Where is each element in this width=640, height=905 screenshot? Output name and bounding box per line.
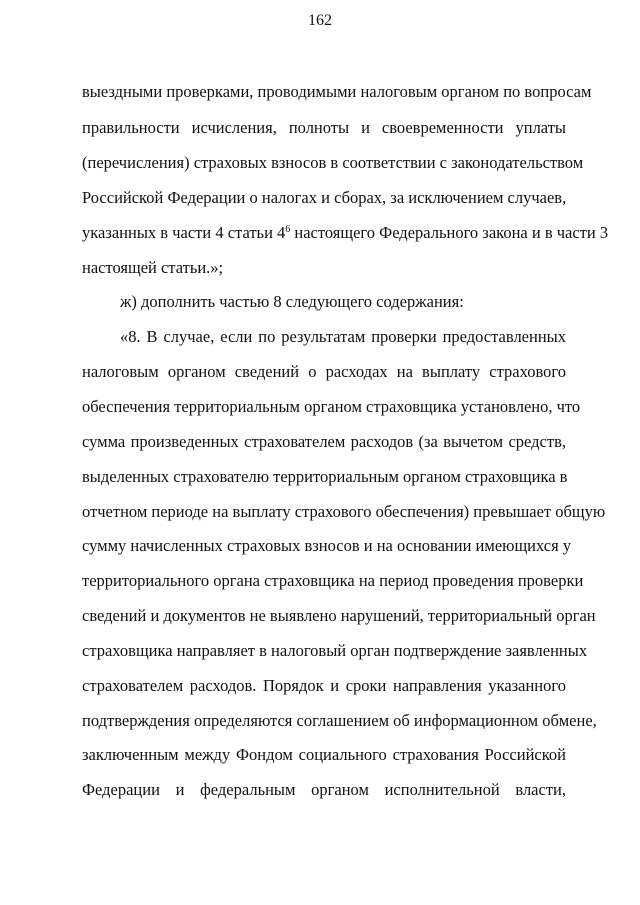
page-number: 162 [308, 12, 332, 29]
text-line: правильности исчисления, полноты и своевременности уплаты [82, 118, 566, 137]
text-line: сумму начисленных страховых взносов и на основании имеющихся у [82, 536, 572, 555]
text-line: ж) дополнить частью 8 следующего содержания: [120, 292, 464, 311]
text-line: территориального органа страховщика на период проведения проверки [82, 571, 584, 590]
text-line: страховщика направляет в налоговый орган подтверждение заявленных [82, 641, 588, 660]
text-line: заключенным между Фондом социального страхования Российской [82, 745, 566, 764]
text-line: «8. В случае, если по результатам проверки предоставленных [120, 327, 566, 346]
text-line [82, 223, 609, 243]
text-fragment: указанных в части 4 статьи 4 [82, 223, 286, 242]
text-line: сведений и документов не выявлено нарушений, территориальный орган [82, 606, 596, 625]
text-line: Федерации и федеральным органом исполнительной власти, [82, 780, 566, 799]
text-line: сумма произведенных страхователем расходов (за вычетом средств, [82, 432, 566, 451]
text-line: отчетном периоде на выплату страхового обеспечения) превышает общую [82, 502, 606, 521]
text-line: выделенных страхователю территориальным органом страховщика в [82, 467, 568, 486]
text-line: страхователем расходов. Порядок и сроки направления указанного [82, 676, 566, 695]
superscript: 6 [285, 224, 291, 235]
text-line: настоящей статьи.»; [82, 258, 224, 277]
text-line: налоговым органом сведений о расходах на выплату страхового [82, 362, 566, 381]
text-line: обеспечения территориальным органом страховщика установлено, что [82, 397, 581, 416]
text-line: Российской Федерации о налогах и сборах, за исключением случаев, [82, 188, 567, 207]
text-fragment: настоящего Федерального закона и в части 3 [290, 223, 609, 242]
text-line: подтверждения определяются соглашением об информационном обмене, [82, 711, 597, 730]
text-line: выездными проверками, проводимыми налоговым органом по вопросам [82, 82, 592, 101]
text-line: (перечисления) страховых взносов в соответствии с законодательством [82, 153, 584, 172]
